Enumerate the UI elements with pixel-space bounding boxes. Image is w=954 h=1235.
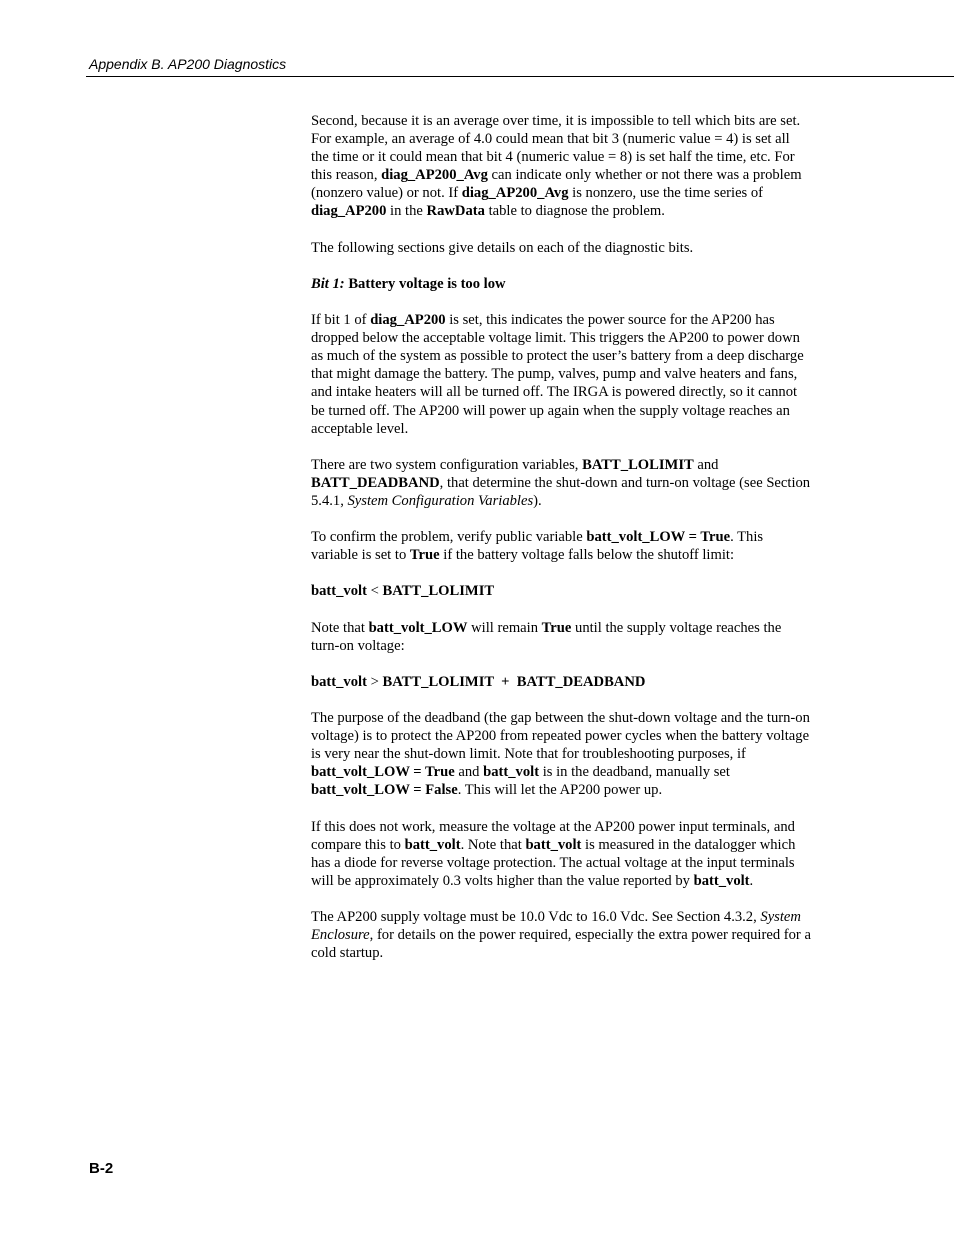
- variable-value: True: [541, 619, 572, 636]
- text-run: Note that: [311, 619, 369, 636]
- text-run: To confirm the problem, verify public variable: [311, 529, 587, 546]
- text-run: and: [693, 456, 719, 473]
- equation-lhs: batt_volt: [311, 673, 367, 690]
- page-number: B-2: [89, 1160, 114, 1177]
- paragraph-intro: The following sections give details on each of the diagnostic bits.: [311, 239, 694, 256]
- variable-name: batt_volt_LOW: [368, 619, 468, 636]
- variable-name: batt_volt_LOW = False: [311, 782, 458, 799]
- text-run: can indicate only whether or not there was a problem (nonzero value) or not. If: [311, 167, 802, 202]
- text-run: if the battery voltage falls below the shutoff limit:: [439, 547, 735, 564]
- section-reference: System Configuration Variables: [347, 492, 534, 509]
- running-header: Appendix B. AP200 Diagnostics: [89, 56, 287, 72]
- text-run: until the supply voltage reaches the turn-on voltage:: [311, 619, 782, 654]
- text-run: . This will let the AP200 power up.: [457, 782, 663, 799]
- variable-name: batt_volt: [525, 836, 582, 853]
- text-run: There are two system configuration variables,: [311, 456, 583, 473]
- text-run: , that determine the shut-down and turn-on voltage (see Section 5.4.1,: [311, 474, 811, 509]
- text-run: The purpose of the deadband (the gap between the shut-down voltage and the turn-on voltage) is to protect the AP200 from repeated power cycles when the battery voltage is very near the shut-down limit. Note that for troubleshooting purposes, if: [311, 710, 810, 763]
- equation-operator: <: [366, 583, 383, 600]
- text-run: If bit 1 of: [311, 312, 371, 329]
- equation-operator: >: [366, 673, 383, 690]
- variable-name: diag_AP200: [370, 312, 446, 329]
- paragraph-deadband: [311, 709, 811, 799]
- variable-name: batt_volt_LOW = True: [586, 529, 731, 546]
- text-run: .: [749, 872, 754, 889]
- text-run: and: [454, 764, 484, 781]
- equation-rhs: BATT_LOLIMIT + BATT_DEADBAND: [382, 673, 646, 690]
- section-heading: [311, 275, 811, 293]
- text-run: will remain: [467, 619, 542, 636]
- text-run: is set, this indicates the power source for the AP200 has dropped below the acceptable voltage limit. This triggers the AP200 to power down as much of the system as possible to protect the user’s battery from a deep discharge that might damage the battery. The pump, valves, pump and valve heaters and fans, and intake heaters will all be turned off. The IRGA is powered directly, so it cannot be turned off. The AP200 will power up again when the supply voltage reaches an acceptable level.: [311, 312, 804, 437]
- text-run: The AP200 supply voltage must be 10.0 Vdc to 16.0 Vdc. See Section 4.3.2,: [311, 909, 761, 926]
- equation-shutoff: [311, 582, 811, 600]
- table-name: RawData: [426, 203, 485, 220]
- variable-name: diag_AP200_Avg: [461, 185, 569, 202]
- text-run: table to diagnose the problem.: [484, 203, 665, 220]
- variable-name: BATT_DEADBAND: [311, 474, 440, 491]
- variable-name: batt_volt: [404, 836, 461, 853]
- text-run: ).: [533, 492, 542, 509]
- paragraph-confirm: [311, 528, 811, 564]
- paragraph-remain-true: [311, 619, 811, 655]
- variable-name: diag_AP200_Avg: [381, 167, 488, 184]
- variable-name: batt_volt_LOW = True: [311, 764, 455, 781]
- variable-name: batt_volt: [483, 764, 540, 781]
- paragraph-averaging: [311, 112, 811, 221]
- text-run: If this does not work, measure the voltage at the AP200 power input terminals, and compare this to: [311, 818, 795, 853]
- text-run: is in the deadband, manually set: [539, 764, 730, 781]
- heading-label: Bit 1:: [311, 275, 345, 292]
- text-run: is nonzero, use the time series of: [568, 185, 764, 202]
- variable-name: diag_AP200: [311, 203, 387, 220]
- text-run: Second, because it is an average over time, it is impossible to tell which bits are set. For example, an average of 4.0 could mean that bit 3 (numeric value = 4) is set all the time or it could mean that bit 4 (numeric value = 8) is set half the time, etc. For this reason,: [311, 113, 801, 184]
- equation-turnon: [311, 673, 811, 691]
- variable-name: batt_volt: [693, 872, 750, 889]
- paragraph-bit1: [311, 311, 811, 438]
- text-run: , for details on the power required, especially the extra power required for a cold startup.: [311, 927, 811, 962]
- paragraph-supply-voltage: [311, 908, 811, 962]
- section-reference: System Enclosure: [311, 909, 801, 944]
- paragraph-config-vars: [311, 456, 811, 510]
- text-run: is measured in the datalogger which has a diode for reverse voltage protection. The actual voltage at the input terminals will be approximately 0.3 volts higher than the value reported by: [311, 836, 796, 889]
- equation-rhs: BATT_LOLIMIT: [382, 583, 495, 600]
- header-rule: [86, 76, 954, 77]
- text-run: . This variable is set to: [311, 529, 764, 564]
- variable-name: BATT_LOLIMIT: [582, 456, 694, 473]
- variable-value: True: [409, 547, 440, 564]
- text-run: . Note that: [460, 836, 526, 853]
- heading-title: Battery voltage is too low: [348, 275, 506, 292]
- body-text: [311, 112, 811, 981]
- paragraph-measure: [311, 818, 811, 890]
- equation-lhs: batt_volt: [311, 583, 367, 600]
- text-run: in the: [386, 203, 427, 220]
